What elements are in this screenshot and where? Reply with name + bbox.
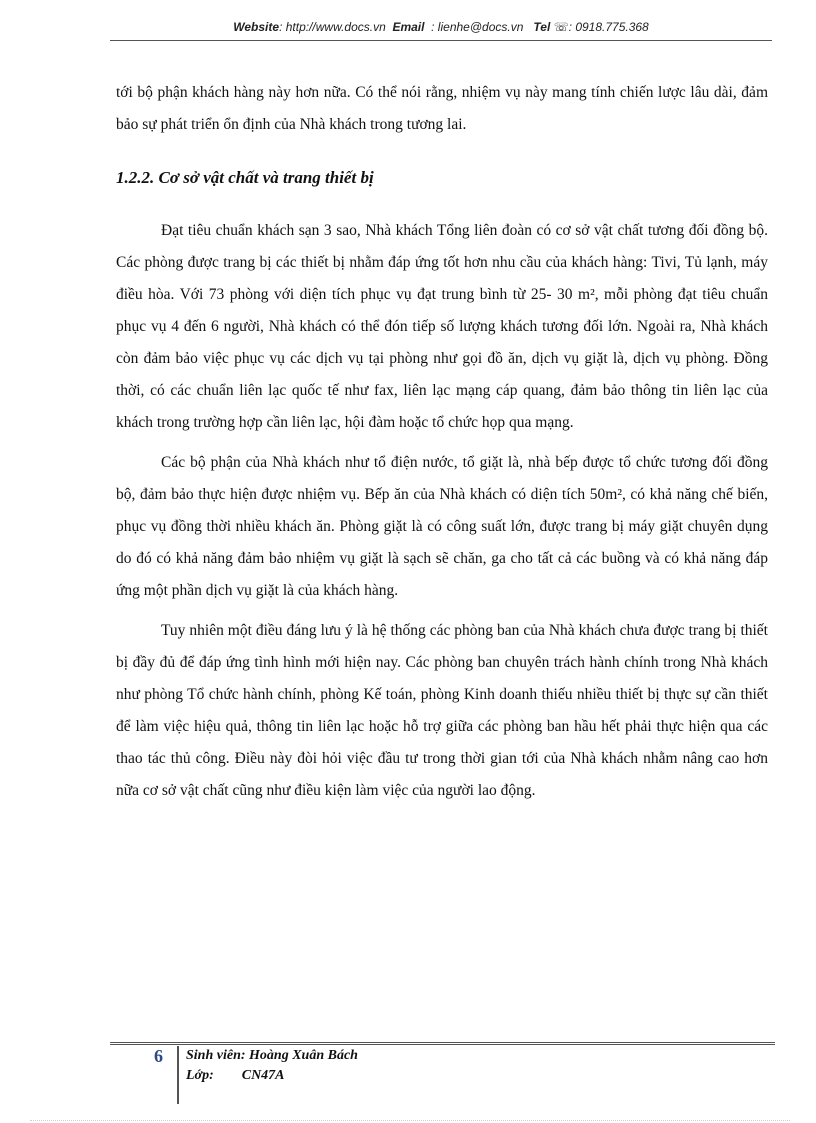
class-value: CN47A (241, 1068, 285, 1083)
paragraph-intro: tới bộ phận khách hàng này hơn nữa. Có thể nói rằng, nhiệm vụ này mang tính chiến lược lâu dài, đảm bảo sự phát triển ổn định của Nhà khách trong tương lai. (116, 84, 768, 133)
footer-student (186, 1048, 358, 1064)
paragraph-facilities: Đạt tiêu chuẩn khách sạn 3 sao, Nhà khách Tổng liên đoàn có cơ sở vật chất tương đối đồng bộ. Các phòng được trang bị các thiết bị nhằm đáp ứng tốt hơn nhu cầu của khách hàng: Tivi, Tủ lạnh, máy điều hòa. Với 73 phòng với diện tích phục vụ đạt trung bình từ 25- 30 m², mỗi phòng đạt tiêu chuẩn phục vụ 4 đến 6 người, Nhà khách có thể đón tiếp số lượng khách tương đối lớn. Ngoài ra, Nhà khách còn đảm bảo việc phục vụ các dịch vụ tại phòng như gọi đồ ăn, dịch vụ giặt là, dịch vụ phòng. Đồng thời, có các chuẩn liên lạc quốc tế như fax, liên lạc mạng cáp quang, đảm bảo thông tin liên lạc của khách trong trường hợp cần liên lạc, hội đàm hoặc tổ chức họp qua mạng. (116, 222, 768, 431)
student-label: Sinh viên: (186, 1048, 246, 1063)
email-label: Email (392, 20, 425, 34)
page-edge (30, 1120, 790, 1121)
footer-class (186, 1068, 285, 1084)
student-name: Hoàng Xuân Bách (249, 1048, 358, 1063)
page-number: 6 (154, 1046, 163, 1066)
header-divider (110, 40, 772, 41)
section-heading: 1.2.2. Cơ sở vật chất và trang thiết bị (116, 168, 374, 187)
paragraph-limitations: Tuy nhiên một điều đáng lưu ý là hệ thống các phòng ban của Nhà khách chưa được trang bị thiết bị đầy đủ để đáp ứng tình hình mới hiện nay. Các phòng ban chuyên trách hành chính trong Nhà khách như phòng Tổ chức hành chính, phòng Kế toán, phòng Kinh doanh thiếu nhiều thiết bị thực sự cần thiết để làm việc hiệu quả, thông tin liên lạc hoặc hỗ trợ giữa các phòng ban hầu hết phải thực hiện qua các thao tác thủ công. Điều này đòi hỏi việc đầu tư trong thời gian tới của Nhà khách nhằm nâng cao hơn nữa cơ sở vật chất cũng như điều kiện làm việc của người lao động. (116, 622, 768, 799)
email-value: : lienhe@docs.vn (431, 20, 524, 34)
class-label: Lớp: (186, 1068, 214, 1083)
website-label: Website (233, 20, 280, 34)
footer-divider (110, 1042, 775, 1045)
tel-value: : 0918.775.368 (568, 20, 649, 34)
website-value: : http://www.docs.vn (279, 20, 386, 34)
tel-label: Tel (533, 20, 551, 34)
document-body (116, 77, 768, 807)
page-header (110, 20, 772, 34)
paragraph-departments: Các bộ phận của Nhà khách như tổ điện nước, tổ giặt là, nhà bếp được tổ chức tương đối đồng bộ, đảm bảo thực hiện được nhiệm vụ. Bếp ăn của Nhà khách có diện tích 50m², có khả năng chế biến, phục vụ đồng thời nhiều khách ăn. Phòng giặt là có công suất lớn, được trang bị máy giặt chuyên dụng do đó có khả năng đảm bảo nhiệm vụ giặt là sạch sẽ chăn, ga cho tất cả các buồng và có khả năng đáp ứng một phần dịch vụ giặt là của khách hàng. (116, 454, 768, 599)
phone-icon: ☏ (553, 20, 569, 34)
footer-vertical-divider (177, 1046, 179, 1104)
